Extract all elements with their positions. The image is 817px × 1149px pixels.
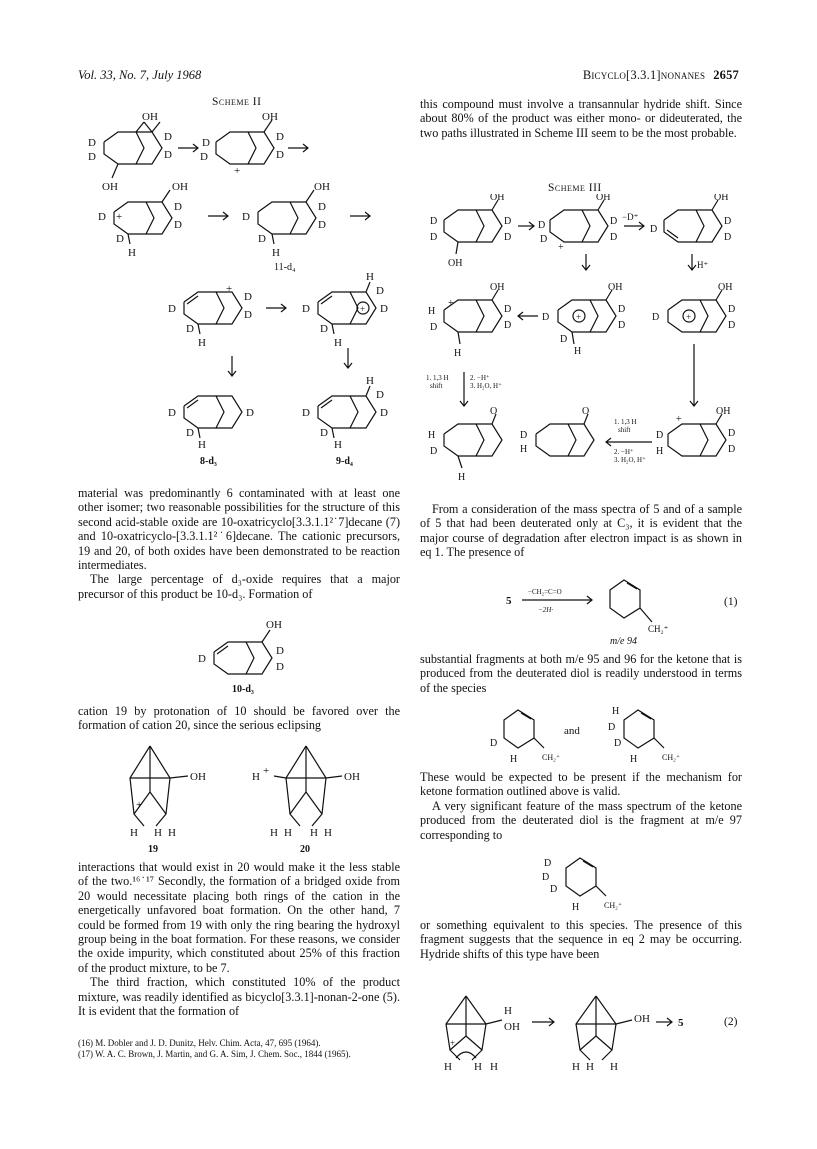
atom-label: H	[272, 247, 280, 259]
atom-label: +	[450, 1038, 456, 1048]
right-column-block-2	[420, 502, 742, 560]
condition-text: 2. −H⁺	[470, 374, 490, 382]
atom-label: H	[630, 754, 638, 765]
atom-label: D	[550, 884, 558, 895]
paragraph: interactions that would exist in 20 would make it the less stable of the two.¹⁶˙¹⁷ Secondly, the formation of a bridged oxide from 20 would necessitate placing both rings of the cation in the energetically unfavored boat formation. On the other hand, 7 could be formed from 19 with only the ring bearing the hydroxyl group being in the boat formation. For these reasons, we consider the oxide impurity, which constituted about 25% of this fraction of the product mixture, to be 7.	[78, 860, 400, 975]
atom-label: OH	[266, 619, 282, 631]
atom-label: OH	[142, 111, 158, 123]
atom-label: H	[130, 827, 138, 839]
equation-2-number: (2)	[724, 1016, 738, 1028]
references	[78, 1038, 400, 1060]
atom-label: H	[612, 706, 620, 717]
atom-label: D	[728, 320, 736, 331]
atom-label: D	[650, 224, 658, 235]
eq1-fragment-ch2: CH₂⁺	[648, 624, 669, 634]
atom-label: D	[318, 219, 326, 231]
atom-label: OH	[344, 771, 360, 783]
paragraph: The large percentage of d₃-oxide requires that a major precursor of this product be 10-d₃. Formation of	[78, 572, 400, 601]
atom-label: +	[263, 765, 270, 777]
atom-label: D	[276, 131, 284, 143]
left-column-block-3	[78, 860, 400, 1018]
reference-17: (17) W. A. C. Brown, J. Martin, and G. A. Sim, J. Chem. Soc., 1844 (1965).	[78, 1049, 351, 1059]
condition-text: 3. H₂O, H⁺	[470, 382, 502, 390]
atom-label: D	[98, 211, 106, 223]
atom-label: D	[504, 232, 512, 243]
atom-label: D	[618, 320, 626, 331]
atom-label: D	[318, 201, 326, 213]
condition-text: 1. 1,3 H	[426, 374, 449, 382]
condition-text: 2. −H⁺	[614, 448, 634, 456]
atom-label: D	[302, 407, 310, 419]
scheme-2-figure	[78, 108, 408, 468]
fragment-ch2: CH₂⁺	[542, 753, 561, 762]
condition-text: 1. 1,3 H	[614, 418, 637, 426]
atom-label: D	[610, 216, 618, 227]
right-column-block-5	[420, 918, 742, 961]
atom-label: OH	[262, 111, 278, 123]
atom-label: OH	[504, 1021, 520, 1033]
atom-label: OH	[596, 194, 611, 203]
atom-label: D	[186, 427, 194, 439]
atom-label: +	[116, 211, 123, 223]
atom-label: OH	[716, 406, 731, 417]
fragment-97-figure	[536, 850, 676, 914]
atom-label: OH	[448, 258, 463, 269]
atom-label: D	[504, 304, 512, 315]
atom-label: D	[200, 151, 208, 163]
fragment-ch2: CH₂⁺	[662, 753, 681, 762]
atom-label: H	[334, 439, 342, 451]
atom-label: D	[430, 232, 438, 243]
atom-label: O	[582, 406, 590, 417]
atom-label: D	[376, 285, 384, 297]
paragraph: cation 19 by protonation of 10 should be favored over the formation of cation 20, since the serious eclipsing	[78, 704, 400, 733]
atom-label: D	[244, 291, 252, 303]
atom-label: H	[656, 446, 664, 457]
fragment-species-figure	[484, 700, 724, 766]
condition-text: shift	[430, 382, 443, 390]
atom-label: H	[310, 827, 318, 839]
eq2-product: 5	[678, 1017, 684, 1029]
right-column-block-1	[420, 97, 742, 140]
atom-label: H	[610, 1061, 618, 1072]
atom-label: D	[542, 872, 550, 883]
compound-label-8: 8-d₃	[200, 456, 217, 467]
atom-label: D	[276, 149, 284, 161]
running-header-volume: Vol. 33, No. 7, July 1968	[78, 68, 202, 82]
atom-label: D	[544, 858, 552, 869]
atom-label: +	[226, 283, 233, 295]
atom-label: D	[276, 645, 284, 657]
atom-label: D	[538, 220, 546, 231]
atom-label: +	[576, 312, 582, 322]
right-column-block-3	[420, 652, 742, 695]
atom-label: H	[154, 827, 162, 839]
paragraph: These would be expected to be present if the mechanism for ketone formation outlined above is valid.	[420, 770, 742, 799]
atom-label: D	[376, 389, 384, 401]
scheme-2-title: Scheme II	[212, 96, 262, 108]
cation-label-20: 20	[300, 844, 310, 854]
left-column-block-2	[78, 704, 400, 733]
eq1-mass-label: m/e 94	[610, 636, 637, 647]
label-minus-d: −D⁺	[622, 212, 639, 222]
compound-label-10: 10-d₃	[232, 684, 254, 695]
atom-label: H	[586, 1061, 594, 1072]
atom-label: H	[198, 337, 206, 349]
equation-2-figure	[420, 990, 750, 1072]
atom-label: D	[174, 219, 182, 231]
atom-label: +	[686, 312, 692, 322]
atom-label: D	[728, 428, 736, 439]
atom-label: +	[448, 298, 454, 309]
compound-10-figure	[190, 618, 320, 698]
equation-1-figure	[498, 552, 698, 648]
atom-label: +	[360, 304, 366, 314]
atom-label: D	[88, 151, 96, 163]
reference-16: (16) M. Dobler and J. D. Dunitz, Helv. Chim. Acta, 47, 695 (1964).	[78, 1038, 321, 1048]
atom-label: H	[198, 439, 206, 451]
atom-label: D	[540, 234, 548, 245]
scheme-3-title: Scheme III	[548, 182, 602, 194]
atom-label: D	[504, 216, 512, 227]
atom-label: D	[430, 322, 438, 333]
atom-label: H	[428, 306, 436, 317]
atom-label: H	[490, 1061, 498, 1072]
atom-label: H	[520, 444, 528, 455]
atom-label: H	[574, 346, 582, 357]
paragraph: substantial fragments at both m/e 95 and 96 for the ketone that is produced from the deuterated diol is readily understood in terms of the species	[420, 652, 742, 695]
atom-label: H	[458, 472, 466, 483]
atom-label: H	[444, 1061, 452, 1072]
atom-label: OH	[172, 181, 188, 193]
atom-label: D	[610, 232, 618, 243]
atom-label: +	[558, 242, 564, 253]
atom-label: D	[164, 131, 172, 143]
atom-label: OH	[718, 282, 733, 293]
atom-label: OH	[714, 194, 729, 203]
atom-label: D	[202, 137, 210, 149]
paragraph: A very significant feature of the mass spectrum of the ketone produced from the deuterated diol is the fragment at m/e 97 corresponding to	[420, 798, 742, 842]
atom-label: D	[724, 216, 732, 227]
label-h-plus: H⁺	[697, 260, 709, 270]
atom-label: D	[608, 722, 616, 733]
fragment-ch2: CH₂⁺	[604, 901, 623, 910]
atom-label: D	[116, 233, 124, 245]
atom-label: D	[560, 334, 568, 345]
paragraph: this compound must involve a transannular hydride shift. Since about 80% of the product was either mono- or dideuterated, the two paths illustrated in Scheme III seem to be the most probable.	[420, 97, 742, 140]
atom-label: H	[474, 1061, 482, 1072]
atom-label: D	[618, 304, 626, 315]
atom-label: H	[270, 827, 278, 839]
and-word: and	[564, 725, 580, 737]
paragraph: From a consideration of the mass spectra of 5 and of a sample of 5 that had been deuterated only at C₃, it is evident that the major course of degradation after electron impact is as shown in eq 1. The presence of	[420, 502, 742, 560]
condition-text: 3. H₂O, H⁺	[614, 456, 646, 464]
atom-label: H	[324, 827, 332, 839]
compound-label-11: 11-d₄	[274, 262, 296, 273]
atom-label: H	[454, 348, 462, 359]
atom-label: D	[320, 323, 328, 335]
eq1-reagent-bottom: −2H·	[538, 606, 554, 614]
equation-1-number: (1)	[724, 596, 738, 608]
atom-label: D	[164, 149, 172, 161]
atom-label: OH	[102, 181, 118, 193]
atom-label: D	[244, 309, 252, 321]
atom-label: D	[320, 427, 328, 439]
atom-label: D	[614, 738, 622, 749]
atom-label: O	[490, 406, 498, 417]
atom-label: D	[88, 137, 96, 149]
atom-label: OH	[490, 282, 505, 293]
atom-label: OH	[634, 1013, 650, 1025]
atom-label: H	[284, 827, 292, 839]
atom-label: D	[430, 446, 438, 457]
atom-label: D	[198, 653, 206, 665]
eq1-reactant: 5	[506, 595, 512, 607]
atom-label: D	[380, 407, 388, 419]
right-column-block-4	[420, 770, 742, 842]
atom-label: H	[366, 375, 374, 387]
atom-label: +	[234, 165, 241, 177]
atom-label: H	[510, 754, 518, 765]
compound-label-9: 9-d₄	[336, 456, 353, 467]
atom-label: H	[504, 1005, 512, 1017]
atom-label: D	[728, 444, 736, 455]
running-header-title: Bicyclo[3.3.1]nonanes 2657	[582, 68, 739, 82]
atom-label: OH	[490, 194, 505, 203]
atom-label: D	[186, 323, 194, 335]
atom-label: D	[652, 312, 660, 323]
atom-label: D	[380, 303, 388, 315]
atom-label: H	[334, 337, 342, 349]
atom-label: +	[676, 414, 682, 425]
page-number: 2657	[713, 68, 739, 82]
atom-label: +	[136, 799, 143, 811]
paragraph: or something equivalent to this species. The presence of this fragment suggests that the sequence in eq 2 may be occurring. Hydride shifts of this type have been	[420, 918, 742, 961]
eq1-reagent-top: −CH₂=C=O	[528, 588, 562, 596]
atom-label: D	[302, 303, 310, 315]
atom-label: D	[656, 430, 664, 441]
atom-label: D	[168, 407, 176, 419]
atom-label: OH	[608, 282, 623, 293]
atom-label: H	[366, 271, 374, 283]
atom-label: D	[724, 232, 732, 243]
atom-label: D	[258, 233, 266, 245]
atom-label: OH	[314, 181, 330, 193]
atom-label: H	[168, 827, 176, 839]
atom-label: D	[174, 201, 182, 213]
paragraph: material was predominantly 6 contaminated with at least one other isomer; two reasonable possibilities for the structure of this second acid-stable oxide are 10-oxatricyclo[3.3.1.1²˙7]decane (7) and 10-oxatricyclo-[3.3.1.1²˙6]decane. The cationic precursors, 19 and 20, of both oxides have been demonstrated to be reaction intermediates.	[78, 486, 400, 573]
atom-label: D	[276, 661, 284, 673]
atom-label: H	[128, 247, 136, 259]
atom-label: H	[428, 430, 436, 441]
atom-label: D	[490, 738, 498, 749]
atom-label: H	[572, 902, 580, 913]
atom-label: OH	[190, 771, 206, 783]
scheme-3-figure	[418, 194, 748, 484]
paragraph: The third fraction, which constituted 10% of the product mixture, was readily identified as bicyclo[3.3.1]-nonan-2-one (5). It is evident that the formation of	[78, 975, 400, 1019]
atom-label: H	[572, 1061, 580, 1072]
atom-label: D	[728, 304, 736, 315]
atom-label: D	[246, 407, 254, 419]
condition-text: shift	[618, 426, 631, 434]
cations-figure	[110, 742, 370, 854]
left-column-block-1	[78, 486, 400, 601]
atom-label: D	[542, 312, 550, 323]
atom-label: D	[504, 320, 512, 331]
atom-label: D	[242, 211, 250, 223]
atom-label: D	[520, 430, 528, 441]
atom-label: D	[430, 216, 438, 227]
atom-label: D	[168, 303, 176, 315]
atom-label: H	[252, 771, 260, 783]
cation-label-19: 19	[148, 844, 158, 854]
